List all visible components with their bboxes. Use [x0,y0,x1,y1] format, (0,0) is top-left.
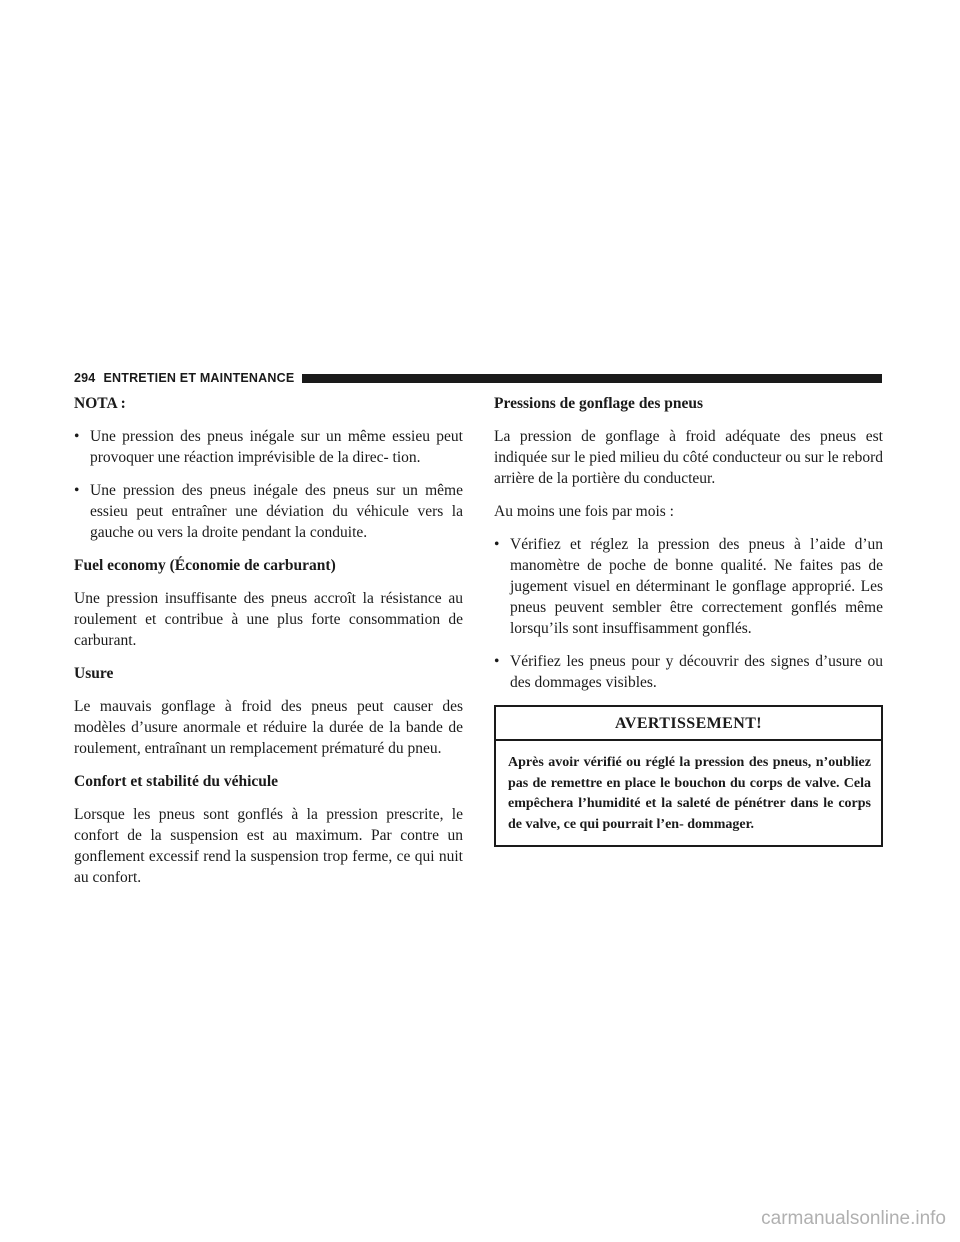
header-rule [302,374,882,383]
nota-bullet-text: Une pression des pneus inégale sur un même essieu peut provoquer une réaction imprévisible de la direc- tion. [90,428,463,466]
bullet-icon: • [494,536,500,553]
page-header [74,371,882,385]
fuel-economy-heading: Fuel economy (Économie de carburant) [74,557,336,574]
warning-box [494,705,883,847]
monthly-bullet-list [494,534,883,693]
nota-bullet-text: Une pression des pneus inégale des pneus sur un même essieu peut entraîner une déviation du véhicule vers la gauche ou vers la droite pendant la conduite. [90,482,463,541]
bullet-icon: • [74,482,80,499]
watermark: carmanualsonline.info [761,1208,946,1229]
nota-bullet-item [74,426,463,468]
comfort-text: Lorsque les pneus sont gonflés à la pression prescrite, le confort de la suspension est au maximum. Par contre un gonflement excessif rend la suspension trop ferme, ce qui nuit au confort. [74,806,463,886]
wear-heading: Usure [74,665,114,682]
bullet-icon: • [494,653,500,670]
left-column [74,393,463,900]
nota-bullet-item [74,480,463,543]
right-column [494,393,883,847]
wear-text: Le mauvais gonflage à froid des pneus peut causer des modèles d’usure anormale et réduire la durée de la bande de roulement, entraînant un remplacement prématuré du pneu. [74,698,463,757]
warning-text: Après avoir vérifié ou réglé la pression des pneus, n’oubliez pas de remettre en place le bouchon du corps de valve. Cela empêchera l’humidité et la saleté de pénétrer dans le corps de valve, ce qui pourrait l’en- dommager. [508,755,871,832]
nota-label: NOTA : [74,395,126,412]
bullet-icon: • [74,428,80,445]
warning-title: AVERTISSEMENT! [496,707,881,741]
pressure-text: La pression de gonflage à froid adéquate des pneus est indiquée sur le pied milieu du côté conducteur ou sur le rebord arrière de la portière du conducteur. [494,428,883,487]
section-title: ENTRETIEN ET MAINTENANCE [103,371,295,385]
pressure-heading: Pressions de gonflage des pneus [494,395,703,412]
monthly-intro: Au moins une fois par mois : [494,503,674,520]
comfort-heading: Confort et stabilité du véhicule [74,773,279,790]
monthly-bullet-item [494,651,883,693]
monthly-bullet-item [494,534,883,639]
fuel-economy-text: Une pression insuffisante des pneus accroît la résistance au roulement et contribue à une plus forte consommation de carburant. [74,590,463,649]
page-number: 294 [74,371,96,385]
nota-bullet-list [74,426,463,543]
monthly-bullet-text: Vérifiez et réglez la pression des pneus à l’aide d’un manomètre de poche de bonne qualité. Ne faites pas de jugement visuel en déterminant le gonflage approprié. Les pneus peuvent sembler être correctement gonflés même lorsqu’ils sont insuffisamment gonflés. [510,536,883,637]
monthly-bullet-text: Vérifiez les pneus pour y découvrir des signes d’usure ou des dommages visibles. [510,653,883,691]
